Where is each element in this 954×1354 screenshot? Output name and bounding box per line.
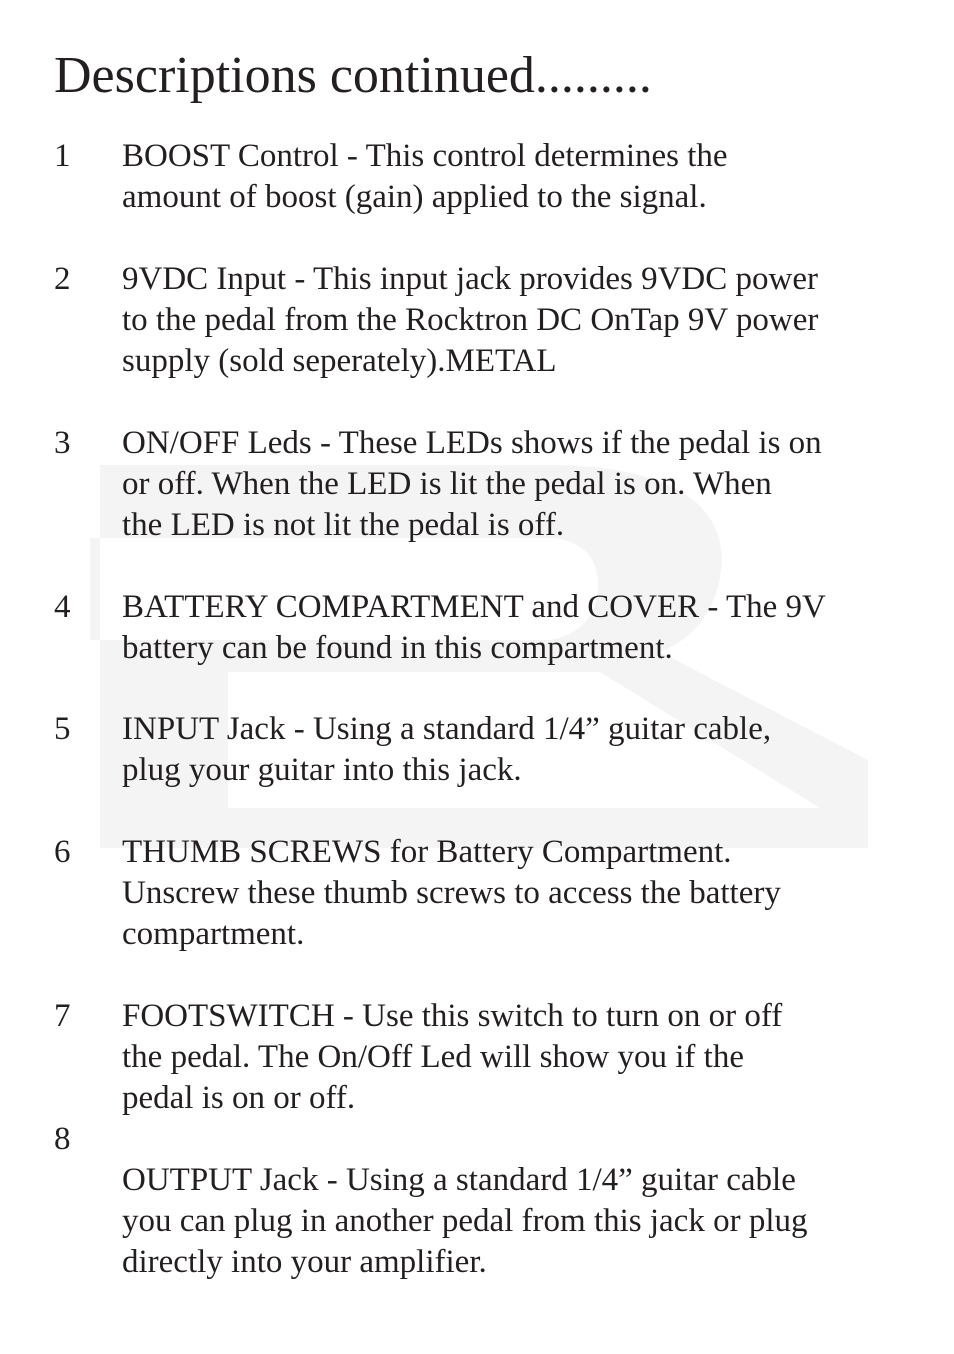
item-line: battery can be found in this compartment. bbox=[122, 630, 673, 666]
item-number: 1 bbox=[54, 138, 71, 174]
item-line: THUMB SCREWS for Battery Compartment. bbox=[122, 834, 732, 870]
item-number: 2 bbox=[54, 261, 71, 297]
item-line: supply (sold seperately).METAL bbox=[122, 343, 557, 379]
item-line: directly into your amplifier. bbox=[122, 1244, 487, 1280]
item-description bbox=[122, 709, 912, 791]
item-number: 6 bbox=[54, 834, 71, 870]
item-description bbox=[122, 996, 912, 1119]
item-line: or off. When the LED is lit the pedal is on. When bbox=[122, 466, 772, 502]
item-line: pedal is on or off. bbox=[122, 1080, 356, 1116]
item-line: BATTERY COMPARTMENT and COVER - The 9V bbox=[122, 589, 826, 625]
item-line: you can plug in another pedal from this jack or plug bbox=[122, 1203, 808, 1239]
item-description bbox=[122, 1160, 912, 1283]
item-line: BOOST Control - This control determines the bbox=[122, 138, 728, 174]
item-line: Unscrew these thumb screws to access the battery bbox=[122, 875, 781, 911]
item-line: 9VDC Input - This input jack provides 9VDC power bbox=[122, 261, 818, 297]
item-number: 3 bbox=[54, 425, 71, 461]
page-title: Descriptions continued......... bbox=[54, 47, 652, 104]
item-line: amount of boost (gain) applied to the signal. bbox=[122, 179, 707, 215]
item-number: 7 bbox=[54, 998, 71, 1034]
item-line: the pedal. The On/Off Led will show you if the bbox=[122, 1039, 744, 1075]
item-number: 5 bbox=[54, 711, 71, 747]
item-line: compartment. bbox=[122, 916, 305, 952]
item-description bbox=[122, 832, 912, 955]
item-line: ON/OFF Leds - These LEDs shows if the pedal is on bbox=[122, 425, 822, 461]
item-line: to the pedal from the Rocktron DC OnTap 9V power bbox=[122, 302, 819, 338]
item-line: INPUT Jack - Using a standard 1/4” guitar cable, bbox=[122, 711, 772, 747]
item-line: plug your guitar into this jack. bbox=[122, 752, 522, 788]
item-description bbox=[122, 259, 912, 382]
item-description bbox=[122, 423, 912, 546]
item-number: 8 bbox=[54, 1121, 71, 1157]
item-line: FOOTSWITCH - Use this switch to turn on or off bbox=[122, 998, 783, 1034]
item-line: OUTPUT Jack - Using a standard 1/4” guitar cable bbox=[122, 1162, 796, 1198]
item-line: the LED is not lit the pedal is off. bbox=[122, 507, 565, 543]
item-number: 4 bbox=[54, 589, 71, 625]
item-description bbox=[122, 136, 912, 218]
item-description bbox=[122, 587, 912, 669]
